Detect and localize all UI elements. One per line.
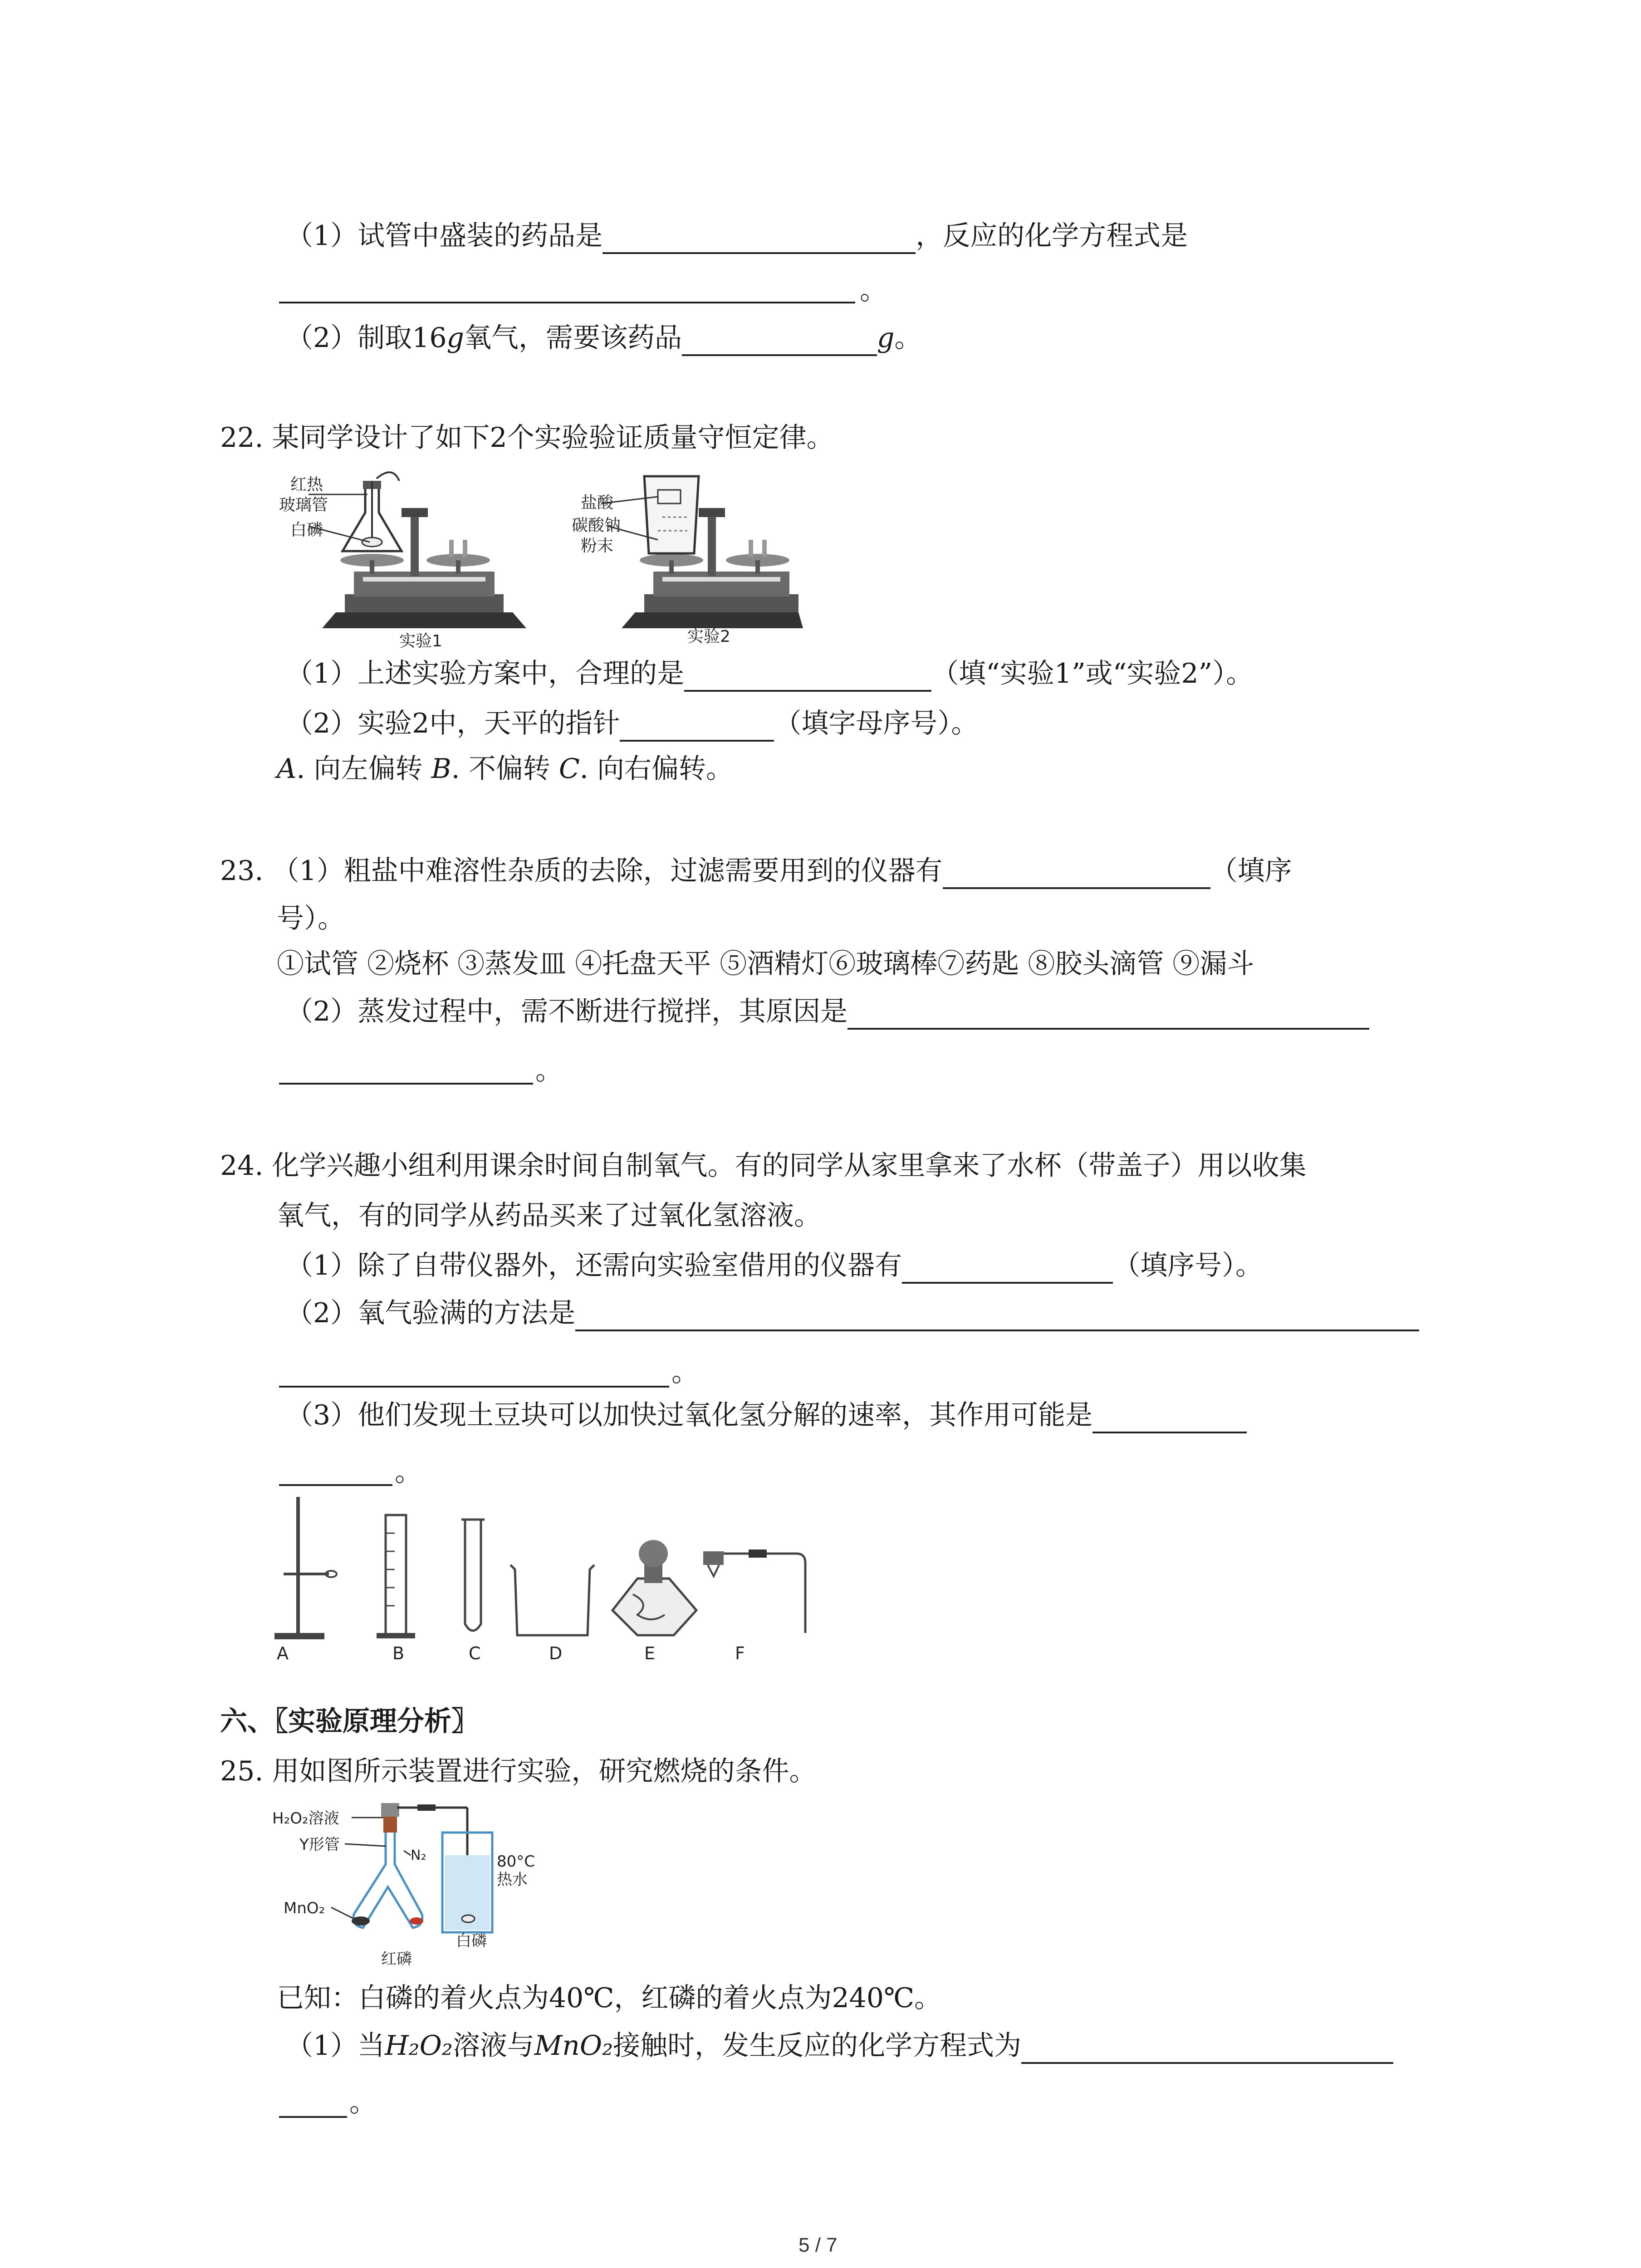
q22-stem: 22. 某同学设计了如下2个实验验证质量守恒定律。 [220,422,834,454]
answer-blank[interactable] [620,712,774,742]
q21-p1-text2: ，反应的化学方程式是 [916,220,1188,252]
punct: 。 [894,322,922,354]
option-c-text: . 向右偏转。 [579,753,733,785]
q23-p1-hint: （填序 [1210,855,1292,887]
option-a-letter: A [277,753,297,785]
answer-blank[interactable] [684,662,931,692]
option-a-text: . 向左偏转 [296,753,431,785]
answer-blank[interactable] [603,224,916,254]
q21-part2 [286,320,921,356]
label-ytube: Y形管 [299,1836,340,1854]
q23-part1 [220,853,1292,889]
answer-blank[interactable] [279,302,855,303]
q24-p1-text: （1）除了自带仪器外，还需向实验室借用的仪器有 [286,1250,902,1281]
iron-stand [274,1497,337,1639]
answer-blank[interactable] [1021,2034,1393,2064]
q25-stem: 25. 用如图所示装置进行实验，研究燃烧的条件。 [220,1755,817,1787]
q24-stem-cont: 氧气，有的同学从药品买来了过氧化氢溶液。 [277,1200,821,1232]
balance-1 [279,472,526,649]
q25-known: 已知：白磷的着火点为40℃，红磷的着火点为240℃。 [277,1982,942,2014]
q23-instrument-list: ①试管 ②烧杯 ③蒸发皿 ④托盘天平 ⑤酒精灯⑥玻璃棒⑦药匙 ⑧胶头滴管 ⑨漏斗 [277,948,1254,980]
punct: 。 [349,2087,377,2118]
page-number: 5 / 7 [798,2234,838,2256]
label-exp1: 实验1 [399,632,442,649]
beaker [510,1565,594,1635]
q24-p2-text: （2）氧气验满的方法是 [286,1297,576,1329]
answer-blank[interactable] [279,2116,347,2118]
q23-p1-text: 23. （1）粗盐中难溶性杂质的去除，过滤需要用到的仪器有 [220,855,943,887]
q24-stem: 24. 化学兴趣小组利用课余时间自制氧气。有的同学从家里拿来了水杯（带盖子）用以收集 [220,1150,1307,1182]
q23-p2-text: （2）蒸发过程中，需不断进行搅拌，其原因是 [286,996,848,1027]
answer-blank[interactable] [902,1254,1113,1284]
balance-2 [572,476,803,646]
q24-p1-hint: （填序号）。 [1113,1250,1263,1281]
label-white-phosphorus: 白磷 [290,521,323,539]
answer-blank[interactable] [847,1000,1369,1030]
label-red-phosphorus: 红磷 [381,1950,412,1968]
answer-blank[interactable] [575,1301,1419,1331]
label-b: B [392,1643,405,1663]
label-hot-water: 热水 [497,1871,528,1889]
unit-g: g [877,322,895,354]
option-b-letter: B [431,753,451,785]
q22-options [277,751,733,787]
q22-p1-hint: （填“实验1”或“实验2”）。 [931,658,1254,689]
label-n2: N₂ [411,1848,426,1863]
q24-part3 [286,1397,1247,1433]
option-c-letter: C [558,753,580,785]
q23-part2 [286,993,1369,1030]
label-h2o2: H₂O₂溶液 [272,1809,339,1828]
label-powder: 粉末 [581,537,614,555]
punct: 。 [860,274,887,306]
q24-part1 [286,1247,1263,1284]
q22-p2-text: （2）实验2中，天平的指针 [286,708,620,739]
alcohol-lamp [612,1540,696,1635]
unit-g: g [446,322,464,354]
q22-balance-figure [272,463,803,649]
label-a: A [277,1643,289,1663]
label-c: C [469,1643,481,1663]
label-exp2: 实验2 [687,627,730,646]
q24-apparatus-figure [274,1497,810,1665]
label-temp: 80°C [497,1853,535,1871]
q21-p2-text2: 氧气，需要该药品 [464,322,682,354]
q22-p1-text: （1）上述实验方案中，合理的是 [286,658,685,689]
formula-mno2: MnO₂ [534,2030,613,2062]
q22-part2 [286,705,978,742]
answer-blank[interactable] [279,1386,669,1388]
punct: 。 [395,1456,422,1488]
label-glass-tube: 玻璃管 [279,496,328,514]
q25-ytube-figure [272,1796,544,1969]
punct: 。 [535,1055,563,1086]
q25-part1 [286,2028,1393,2064]
q21-part1 [286,218,1188,254]
q22-part1 [286,655,1253,692]
q25-p1-text: （1）当 [286,2030,385,2062]
q22-p2-hint: （填字母序号）。 [774,708,979,739]
test-tube [461,1520,485,1631]
label-e: E [644,1643,656,1663]
label-red-hot: 红热 [290,475,323,494]
ytube-apparatus [272,1803,535,1968]
section-title: 六、〖实验原理分析〗 [220,1706,479,1737]
graduated-cylinder [377,1515,415,1638]
label-mno2: MnO₂ [284,1899,325,1917]
answer-blank[interactable] [279,1083,533,1085]
label-na2co3: 碳酸钠 [572,516,621,535]
answer-blank[interactable] [1092,1403,1247,1433]
option-b-text: . 不偏转 [451,753,559,785]
formula-h2o2: H₂O₂ [385,2030,453,2062]
answer-blank[interactable] [682,326,877,356]
q23-p1-hint-cont: 号）。 [277,903,345,934]
answer-blank[interactable] [943,859,1210,889]
q25-p1-text2: 溶液与 [452,2030,534,2062]
q24-p3-text: （3）他们发现土豆块可以加快过氧化氢分解的速率，其作用可能是 [286,1399,1093,1431]
label-white-phosphorus: 白磷 [456,1932,487,1950]
tube-with-stopper [703,1549,805,1633]
q24-part2 [286,1295,1419,1331]
label-f: F [735,1643,745,1663]
q21-p2-text: （2）制取16 [286,322,447,354]
label-hcl: 盐酸 [581,494,614,512]
answer-blank[interactable] [279,1484,392,1486]
punct: 。 [671,1356,699,1388]
q25-p1-text3: 接触时，发生反应的化学方程式为 [613,2030,1022,2062]
q21-p1-text: （1）试管中盛装的药品是 [286,220,603,252]
label-d: D [549,1643,563,1663]
